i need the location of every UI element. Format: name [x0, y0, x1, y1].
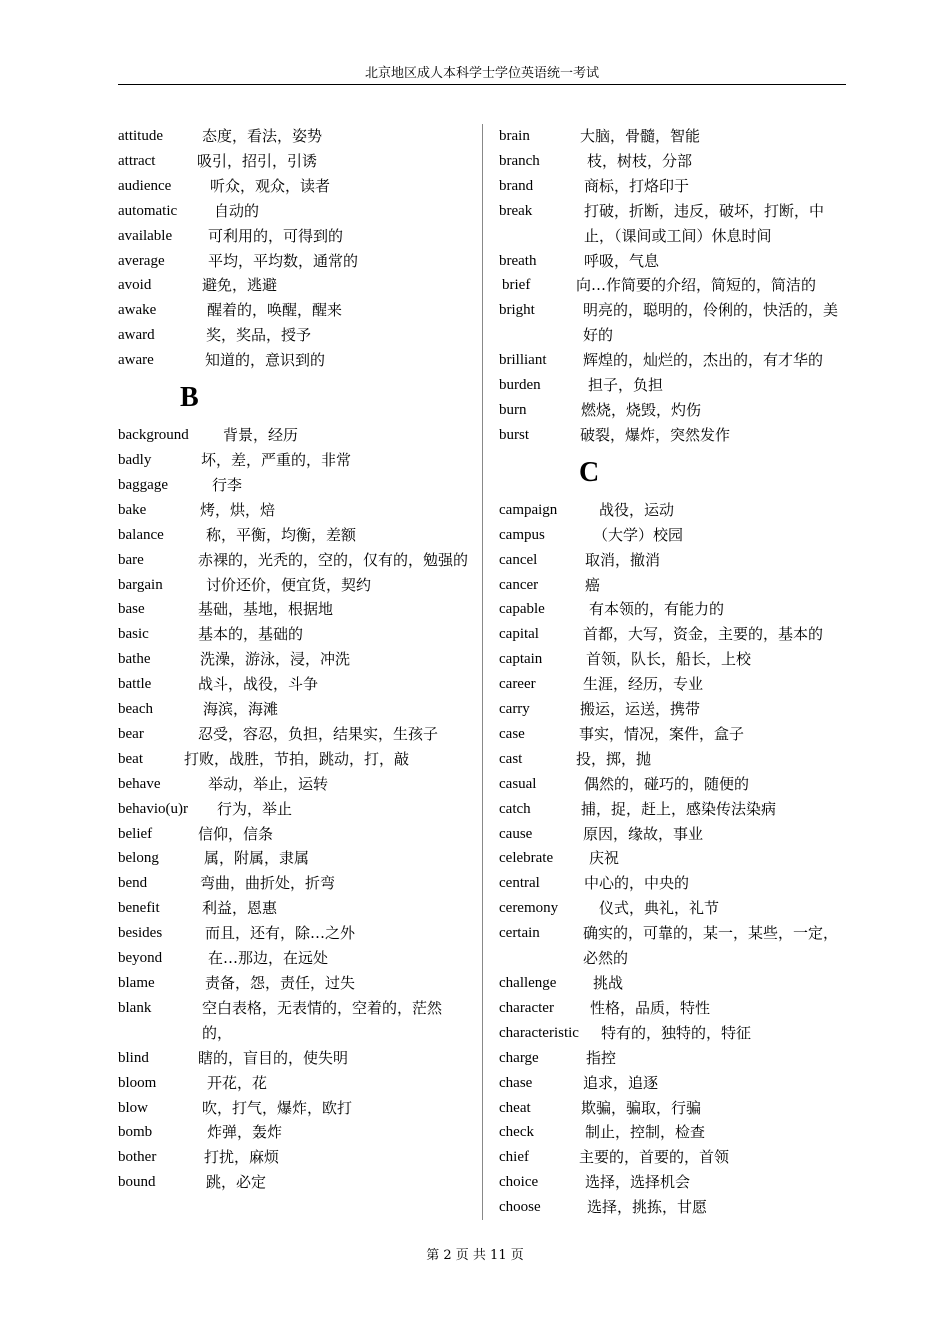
vocab-entry — [499, 498, 849, 523]
entry-definition: 取消，撤消 — [585, 550, 661, 569]
entry-word: cheat — [499, 1099, 531, 1116]
vocab-entry — [118, 1071, 468, 1096]
vocab-entry — [118, 747, 468, 772]
column-divider — [482, 124, 483, 1220]
entry-definition: 欺骗，骗取，行骗 — [581, 1098, 702, 1117]
entry-definition: 偶然的，碰巧的，随便的 — [584, 774, 750, 793]
entry-word: certain — [499, 925, 540, 942]
entry-definition: 忍受，容忍，负担，结果实，生孩子 — [198, 724, 439, 743]
entry-definition: （大学）校园 — [593, 525, 684, 544]
vocab-entry — [499, 647, 849, 672]
entry-word: brand — [499, 177, 534, 194]
entry-definition: 打破，折断，违反，破坏，打断，中止，（课间或工间）休息时间 — [584, 201, 825, 245]
entry-word: blow — [118, 1099, 148, 1116]
vocab-entry — [499, 249, 849, 274]
entry-word: belief — [118, 825, 153, 842]
entry-definition: 吹，打气，爆炸，欧打 — [202, 1098, 353, 1117]
entry-definition: 生涯，经历，专业 — [583, 675, 704, 694]
vocab-entry — [499, 523, 849, 548]
vocab-entry — [499, 149, 849, 174]
entry-definition: 追求，追逐 — [583, 1073, 659, 1092]
entry-word: bend — [118, 875, 148, 892]
entry-word: bear — [118, 725, 144, 742]
vocab-entry — [118, 448, 468, 473]
entry-definition: 破裂，爆炸，突然发作 — [580, 425, 731, 444]
vocab-entry — [499, 672, 849, 697]
entry-definition: 炸弹，轰炸 — [207, 1123, 283, 1142]
vocab-entry — [499, 797, 849, 822]
entry-word: check — [499, 1124, 534, 1141]
page-number: 第 2 页 共 11 页 — [426, 1248, 524, 1263]
entry-word: captain — [499, 651, 543, 668]
entry-definition: 称，平衡，均衡，差额 — [206, 525, 357, 544]
entry-word: capable — [499, 601, 545, 618]
entry-definition: 赤裸的，光秃的，空的，仅有的，勉强的 — [198, 550, 469, 569]
vocab-entry — [118, 174, 468, 199]
vocab-entry — [118, 697, 468, 722]
entry-word: cause — [499, 825, 533, 842]
vocab-entry — [499, 174, 849, 199]
entry-word: belong — [118, 850, 159, 867]
entry-definition: 性格，品质，特性 — [590, 998, 711, 1017]
vocab-entry — [499, 971, 849, 996]
entry-word: bright — [499, 302, 535, 319]
entry-word: behave — [118, 775, 161, 792]
vocab-entry — [118, 846, 468, 871]
entry-definition: 捕，捉，赶上，感染传法染病 — [581, 799, 777, 818]
entry-definition: 坏，差，严重的，非常 — [201, 450, 352, 469]
entry-word: blame — [118, 975, 155, 991]
vocab-entry — [499, 896, 849, 921]
entry-word: choose — [499, 1199, 541, 1216]
left-column — [118, 124, 468, 1195]
vocab-entry — [499, 822, 849, 847]
entry-word: ceremony — [499, 900, 559, 917]
header-divider — [118, 84, 846, 85]
entry-word: battle — [118, 676, 152, 693]
entry-word: chase — [499, 1074, 533, 1091]
entry-definition: 烤，烘，焙 — [200, 500, 276, 519]
entry-word: campaign — [499, 501, 558, 518]
vocab-entry — [118, 523, 468, 548]
entry-definition: 在…那边，在远处 — [208, 949, 329, 968]
section-letter: C — [579, 456, 600, 488]
vocab-entry — [118, 1096, 468, 1121]
right-column — [499, 124, 849, 1220]
vocab-entry — [118, 199, 468, 224]
entry-word: chief — [499, 1149, 529, 1166]
vocab-entry — [499, 846, 849, 871]
entry-word: besides — [118, 925, 163, 942]
entry-definition: 基础，基地，根据地 — [198, 600, 334, 619]
entry-word: awake — [118, 302, 157, 319]
vocab-entry — [499, 273, 849, 298]
entry-word: brain — [499, 128, 530, 144]
entry-word: celebrate — [499, 850, 554, 867]
vocab-entry — [118, 647, 468, 672]
entry-definition: 海滨，海滩 — [203, 700, 279, 719]
entry-word: bound — [118, 1174, 156, 1191]
vocab-entry — [118, 224, 468, 249]
entry-definition: 仪式，典礼，礼节 — [599, 899, 720, 918]
entry-definition: 呼吸，气息 — [584, 251, 660, 270]
entry-word: carry — [499, 701, 530, 718]
vocab-entry — [499, 622, 849, 647]
vocab-entry — [118, 1046, 468, 1071]
entry-definition: 行为，举止 — [217, 799, 293, 818]
entry-word: bother — [118, 1149, 157, 1166]
entry-definition: 枝，树枝，分部 — [587, 151, 693, 170]
entry-word: bake — [118, 501, 147, 518]
entry-word: character — [499, 999, 554, 1016]
entry-word: base — [118, 601, 145, 618]
vocab-entry — [118, 797, 468, 822]
entry-word: average — [118, 252, 165, 269]
vocab-entry — [118, 896, 468, 921]
entry-definition: 而且，还有，除…之外 — [205, 924, 356, 943]
entry-word: choice — [499, 1174, 539, 1191]
entry-word: campus — [499, 526, 545, 543]
vocab-entry — [118, 722, 468, 747]
entry-word: automatic — [118, 202, 178, 219]
entry-word: attract — [118, 152, 156, 169]
vocab-entry — [118, 996, 468, 1046]
entry-definition: 可利用的，可得到的 — [208, 226, 344, 245]
entry-definition: 辉煌的，灿烂的，杰出的，有才华的 — [583, 351, 824, 370]
entry-definition: 奖，奖品，授予 — [206, 326, 312, 345]
entry-word: baggage — [118, 476, 168, 493]
entry-definition: 选择，挑拣，甘愿 — [587, 1198, 708, 1217]
vocab-entry — [118, 323, 468, 348]
entry-definition: 中心的，中央的 — [584, 874, 690, 893]
vocab-entry — [499, 597, 849, 622]
entry-word: burst — [499, 426, 529, 443]
entry-word: available — [118, 227, 173, 244]
entry-word: bargain — [118, 576, 163, 593]
entry-definition: 打败，战胜，节拍，跳动，打，敲 — [184, 749, 410, 768]
vocab-entry — [118, 772, 468, 797]
entry-definition: 醒着的，唤醒，醒来 — [207, 301, 343, 320]
vocab-entry — [499, 548, 849, 573]
entry-definition: 主要的，首要的，首领 — [579, 1148, 730, 1167]
vocab-entry — [499, 1071, 849, 1096]
entry-definition: 开花，花 — [207, 1073, 268, 1092]
entry-definition: 基本的，基础的 — [198, 625, 304, 644]
vocab-entry — [499, 871, 849, 896]
entry-word: bathe — [118, 651, 151, 668]
entry-definition: 跳，必定 — [206, 1173, 267, 1192]
entry-definition: 搬运，运送，携带 — [580, 700, 701, 719]
entry-word: benefit — [118, 900, 160, 917]
entry-word: capital — [499, 626, 539, 643]
entry-definition: 平均，平均数，通常的 — [208, 251, 359, 270]
vocab-entry — [118, 573, 468, 598]
entry-word: catch — [499, 800, 531, 817]
entry-word: bare — [118, 551, 144, 568]
entry-definition: 自动的 — [214, 201, 260, 220]
vocab-entry — [118, 1170, 468, 1195]
vocab-entry — [499, 996, 849, 1021]
entry-definition: 打扰，麻烦 — [204, 1148, 280, 1167]
entry-definition: 原因，缘故，事业 — [583, 824, 704, 843]
entry-word: charge — [499, 1049, 539, 1066]
entry-definition: 知道的，意识到的 — [205, 351, 326, 370]
vocab-entry — [118, 921, 468, 946]
entry-definition: 背景，经历 — [223, 426, 299, 445]
entry-definition: 指控 — [586, 1048, 617, 1067]
entry-definition: 洗澡，游泳，浸，冲洗 — [200, 650, 351, 669]
entry-word: avoid — [118, 277, 152, 294]
vocab-entry — [499, 1096, 849, 1121]
entry-definition: 向…作简要的介绍，简短的，简洁的 — [576, 276, 817, 295]
entry-word: audience — [118, 177, 172, 194]
entry-definition: 听众，观众，读者 — [210, 176, 331, 195]
entry-word: branch — [499, 152, 540, 169]
vocab-entry — [118, 622, 468, 647]
vocab-entry — [118, 971, 468, 996]
entry-word: challenge — [499, 975, 557, 991]
vocab-entry — [499, 1046, 849, 1071]
entry-word: blank — [118, 999, 152, 1016]
entry-word: attitude — [118, 128, 163, 144]
entry-definition: 责备，怨，责任，过失 — [205, 974, 356, 992]
vocab-entry — [499, 772, 849, 797]
entry-definition: 制止，控制，检查 — [585, 1123, 706, 1142]
entry-word: career — [499, 676, 536, 693]
vocab-entry — [118, 946, 468, 971]
entry-word: burn — [499, 401, 527, 418]
entry-definition: 特有的，独特的，特征 — [601, 1023, 752, 1042]
entry-word: break — [499, 202, 533, 219]
entry-word: behavio(u)r — [118, 800, 188, 817]
entry-definition: 举动，举止，运转 — [208, 774, 329, 793]
vocab-entry — [118, 597, 468, 622]
entry-word: badly — [118, 451, 152, 468]
vocab-entry — [499, 697, 849, 722]
entry-word: beach — [118, 701, 153, 718]
vocab-entry — [499, 747, 849, 772]
entry-word: case — [499, 725, 525, 742]
vocab-entry — [118, 473, 468, 498]
entry-word: brief — [502, 277, 531, 294]
entry-definition: 战斗，战役，斗争 — [198, 675, 319, 694]
entry-definition: 属，附属，隶属 — [204, 849, 310, 868]
entry-definition: 避免，逃避 — [202, 276, 278, 295]
entry-word: beat — [118, 750, 143, 767]
vocab-entry — [118, 273, 468, 298]
entry-definition: 商标，打烙印于 — [584, 176, 690, 195]
entry-word: aware — [118, 352, 154, 369]
entry-word: cast — [499, 750, 523, 767]
entry-word: balance — [118, 526, 164, 543]
section-letter: B — [180, 382, 199, 414]
entry-word: beyond — [118, 950, 163, 967]
entry-word: bloom — [118, 1074, 157, 1091]
vocab-entry — [499, 348, 849, 373]
vocab-entry — [499, 398, 849, 423]
vocab-entry — [118, 298, 468, 323]
entry-definition: 明亮的，聪明的，伶俐的，快活的，美好的 — [583, 301, 839, 345]
entry-definition: 庆祝 — [589, 849, 620, 868]
vocab-entry — [118, 348, 468, 373]
vocab-entry — [118, 1120, 468, 1145]
vocab-entry — [118, 672, 468, 697]
entry-word: basic — [118, 626, 149, 643]
entry-definition: 利益，恩惠 — [202, 899, 278, 918]
entry-word: central — [499, 875, 540, 892]
entry-definition: 空白表格，无表情的，空着的，茫然的， — [202, 998, 443, 1042]
entry-word: burden — [499, 377, 541, 394]
entry-word: blind — [118, 1049, 149, 1066]
entry-definition: 瞎的，盲目的，使失明 — [198, 1048, 349, 1067]
entry-definition: 确实的，可靠的，某一，某些，一定，必然的 — [583, 924, 839, 968]
vocab-entry — [499, 1195, 849, 1220]
page-header: 北京地区成人本科学士学位英语统一考试 — [364, 66, 599, 81]
entry-definition: 吸引，招引，引诱 — [197, 151, 318, 170]
entry-definition: 癌 — [585, 575, 601, 594]
entry-definition: 担子，负担 — [588, 376, 664, 395]
vocab-entry — [499, 423, 849, 448]
entry-word: cancer — [499, 576, 539, 593]
entry-definition: 大脑，骨髓，智能 — [580, 127, 701, 145]
vocab-entry — [118, 124, 468, 149]
vocab-entry — [118, 871, 468, 896]
vocab-entry — [118, 498, 468, 523]
entry-word: casual — [499, 775, 537, 792]
vocab-entry — [499, 199, 849, 249]
entry-word: award — [118, 327, 155, 344]
vocab-entry — [499, 1021, 849, 1046]
vocab-entry — [499, 373, 849, 398]
entry-word: cancel — [499, 551, 538, 568]
vocab-entry — [499, 573, 849, 598]
entry-definition: 有本领的，有能力的 — [589, 600, 725, 619]
vocab-entry — [118, 548, 468, 573]
vocab-entry — [499, 124, 849, 149]
entry-definition: 首领，队长，船长，上校 — [586, 650, 752, 669]
vocab-entry — [499, 921, 849, 971]
entry-word: breath — [499, 252, 537, 269]
entry-definition: 行李 — [212, 475, 243, 494]
entry-definition: 弯曲，曲折处，折弯 — [200, 874, 336, 893]
vocab-entry — [118, 822, 468, 847]
vocab-entry — [499, 1120, 849, 1145]
vocab-entry — [118, 249, 468, 274]
vocab-entry — [499, 1170, 849, 1195]
entry-word: background — [118, 427, 189, 444]
entry-definition: 选择，选择机会 — [585, 1173, 691, 1192]
entry-word: brilliant — [499, 352, 547, 369]
vocab-entry — [118, 149, 468, 174]
vocab-entry — [499, 298, 849, 348]
entry-definition: 事实，情况，案件，盒子 — [579, 724, 745, 743]
entry-definition: 信仰，信条 — [198, 824, 274, 843]
vocab-entry — [118, 423, 468, 448]
vocab-entry — [499, 1145, 849, 1170]
entry-definition: 态度，看法，姿势 — [202, 127, 323, 145]
entry-word: characteristic — [499, 1024, 579, 1041]
entry-definition: 挑战 — [593, 974, 624, 992]
entry-word: bomb — [118, 1124, 153, 1141]
vocab-entry — [499, 722, 849, 747]
vocab-entry — [118, 1145, 468, 1170]
entry-definition: 投，掷，抛 — [576, 749, 652, 768]
entry-definition: 燃烧，烧毁，灼伤 — [581, 400, 702, 419]
entry-definition: 首都，大写，资金，主要的，基本的 — [583, 625, 824, 644]
entry-definition: 讨价还价，便宜货，契约 — [206, 575, 372, 594]
entry-definition: 战役，运动 — [599, 500, 675, 519]
